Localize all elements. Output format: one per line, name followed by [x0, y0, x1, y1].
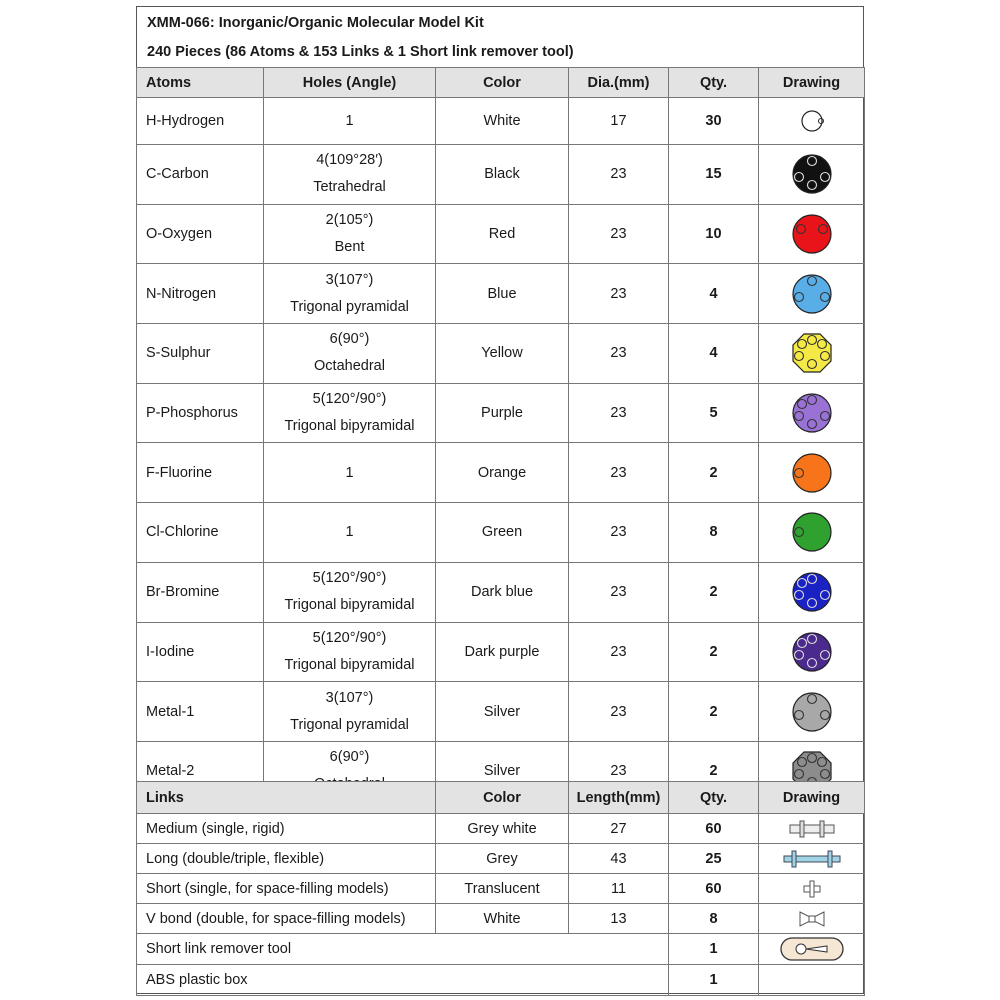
- atom-drawing: [759, 204, 865, 264]
- atom-qty: 4: [669, 324, 759, 384]
- atom-diameter: 23: [569, 145, 669, 205]
- atom-qty: 5: [669, 383, 759, 443]
- atom-row: [137, 383, 865, 443]
- link-drawing: [759, 904, 865, 934]
- link-length: 43: [569, 844, 669, 874]
- sulphur-ball-icon: [789, 330, 835, 376]
- remover-tool-icon: [779, 935, 845, 963]
- atom-qty: 2: [669, 741, 759, 801]
- phosphorus-ball-icon: [789, 390, 835, 436]
- short-link-icon: [799, 879, 825, 899]
- link-qty-col-header: Qty.: [669, 782, 759, 814]
- link-name: Long (double/triple, flexible): [137, 844, 436, 874]
- link-color-col-header: Color: [436, 782, 569, 814]
- atom-color: Silver: [436, 682, 569, 742]
- link-length: 27: [569, 814, 669, 844]
- atom-color: Yellow: [436, 324, 569, 384]
- atom-drawing: [759, 682, 865, 742]
- extra-name: ABS plastic box: [137, 965, 669, 996]
- atom-row: [137, 562, 865, 622]
- atom-color: Red: [436, 204, 569, 264]
- extra-row: [137, 934, 865, 965]
- fluorine-ball-icon: [789, 450, 835, 496]
- atom-diameter: 17: [569, 98, 669, 145]
- links-table: [136, 781, 865, 996]
- atom-diameter: 23: [569, 562, 669, 622]
- atom-diameter: 23: [569, 682, 669, 742]
- atom-holes-cell: [264, 562, 436, 622]
- atom-geometry: Trigonal pyramidal: [290, 716, 409, 733]
- iodine-ball-icon: [789, 629, 835, 675]
- length-col-header: Length(mm): [569, 782, 669, 814]
- atom-geometry: Trigonal pyramidal: [290, 298, 409, 315]
- atom-row: [137, 204, 865, 264]
- atom-color: Black: [436, 145, 569, 205]
- atom-holes: 4(109°28′): [316, 152, 383, 169]
- hydrogen-ball-icon: [789, 98, 835, 144]
- atom-drawing: [759, 503, 865, 563]
- atoms-col-header: Atoms: [137, 68, 264, 98]
- atom-name: H-Hydrogen: [137, 98, 264, 145]
- atom-qty: 2: [669, 682, 759, 742]
- medium-link-icon: [788, 818, 836, 840]
- atom-diameter: 23: [569, 503, 669, 563]
- kit-subtitle: 240 Pieces (86 Atoms & 153 Links & 1 Short link remover tool): [147, 44, 574, 60]
- link-color: White: [436, 904, 569, 934]
- atom-holes-cell: [264, 682, 436, 742]
- atom-drawing: [759, 443, 865, 503]
- atom-diameter: 23: [569, 204, 669, 264]
- atom-row: [137, 443, 865, 503]
- link-row: [137, 814, 865, 844]
- atom-holes: 3(107°): [325, 689, 374, 706]
- atom-diameter: 23: [569, 622, 669, 682]
- atom-holes-cell: [264, 383, 436, 443]
- holes-col-header: Holes (Angle): [264, 68, 436, 98]
- atom-holes-wrap: [264, 629, 435, 675]
- atom-name: F-Fluorine: [137, 443, 264, 503]
- link-drawing-col-header: Drawing: [759, 782, 865, 814]
- atom-geometry: Octahedral: [314, 358, 385, 375]
- link-drawing: [759, 844, 865, 874]
- atom-qty: 15: [669, 145, 759, 205]
- atom-drawing: [759, 324, 865, 384]
- atom-name: O-Oxygen: [137, 204, 264, 264]
- atom-name: Br-Bromine: [137, 562, 264, 622]
- link-qty: 60: [669, 814, 759, 844]
- extra-drawing: [759, 965, 865, 996]
- atom-holes-wrap: [264, 689, 435, 735]
- atom-color: Green: [436, 503, 569, 563]
- atom-diameter: 23: [569, 383, 669, 443]
- atom-row: [137, 324, 865, 384]
- atom-color: Orange: [436, 443, 569, 503]
- link-name: Medium (single, rigid): [137, 814, 436, 844]
- atom-color: White: [436, 98, 569, 145]
- atom-color: Dark blue: [436, 562, 569, 622]
- dia-col-header: Dia.(mm): [569, 68, 669, 98]
- extra-drawing: [759, 934, 865, 965]
- link-qty: 60: [669, 874, 759, 904]
- extra-name: Short link remover tool: [137, 934, 669, 965]
- atom-holes-cell: [264, 264, 436, 324]
- extra-row: [137, 965, 865, 996]
- atom-diameter: 23: [569, 443, 669, 503]
- atom-qty: 10: [669, 204, 759, 264]
- atom-row: [137, 264, 865, 324]
- link-color: Grey: [436, 844, 569, 874]
- atom-row: [137, 682, 865, 742]
- atom-geometry: Bent: [334, 239, 365, 256]
- atom-geometry: Trigonal bipyramidal: [284, 656, 415, 673]
- link-name: V bond (double, for space-filling models): [137, 904, 436, 934]
- extra-qty: 1: [669, 965, 759, 996]
- atom-diameter: 23: [569, 324, 669, 384]
- atom-holes: 5(120°/90°): [312, 391, 387, 408]
- link-length: 11: [569, 874, 669, 904]
- atom-holes: 1: [264, 503, 436, 563]
- atom-holes-cell: [264, 145, 436, 205]
- atom-row: [137, 503, 865, 563]
- link-row: [137, 904, 865, 934]
- atom-name: I-Iodine: [137, 622, 264, 682]
- atom-geometry: Tetrahedral: [313, 179, 386, 196]
- atom-holes: 5(120°/90°): [312, 570, 387, 587]
- atom-row: [137, 98, 865, 145]
- atom-color: Blue: [436, 264, 569, 324]
- link-row: [137, 874, 865, 904]
- link-drawing: [759, 814, 865, 844]
- atom-color: Silver: [436, 741, 569, 801]
- drawing-col-header: Drawing: [759, 68, 865, 98]
- link-drawing: [759, 874, 865, 904]
- atom-holes: 6(90°): [329, 331, 370, 348]
- atom-geometry: Trigonal bipyramidal: [284, 418, 415, 435]
- oxygen-ball-icon: [789, 211, 835, 257]
- atoms-table: [136, 67, 865, 802]
- spec-sheet: [136, 6, 864, 994]
- atom-row: [137, 145, 865, 205]
- atom-qty: 2: [669, 562, 759, 622]
- atom-holes: 1: [264, 443, 436, 503]
- v-bond-icon: [795, 908, 829, 930]
- link-color: Translucent: [436, 874, 569, 904]
- link-row: [137, 844, 865, 874]
- atom-color: Dark purple: [436, 622, 569, 682]
- atom-holes-wrap: [264, 211, 435, 257]
- link-qty: 8: [669, 904, 759, 934]
- atom-qty: 30: [669, 98, 759, 145]
- atom-qty: 8: [669, 503, 759, 563]
- atom-holes-wrap: [264, 569, 435, 615]
- atom-holes-cell: [264, 622, 436, 682]
- link-length: 13: [569, 904, 669, 934]
- atom-holes: 1: [264, 98, 436, 145]
- qty-col-header: Qty.: [669, 68, 759, 98]
- atom-holes-wrap: [264, 330, 435, 376]
- atom-holes: 2(105°): [325, 212, 374, 229]
- atom-geometry: Trigonal bipyramidal: [284, 597, 415, 614]
- atom-qty: 4: [669, 264, 759, 324]
- atom-name: S-Sulphur: [137, 324, 264, 384]
- atom-holes-wrap: [264, 271, 435, 317]
- atom-drawing: [759, 383, 865, 443]
- link-qty: 25: [669, 844, 759, 874]
- atom-drawing: [759, 98, 865, 145]
- kit-title: XMM-066: Inorganic/Organic Molecular Model Kit: [147, 15, 484, 31]
- extra-qty: 1: [669, 934, 759, 965]
- atom-name: Metal-1: [137, 682, 264, 742]
- atom-holes: 5(120°/90°): [312, 629, 387, 646]
- atom-drawing: [759, 622, 865, 682]
- atom-name: N-Nitrogen: [137, 264, 264, 324]
- atom-holes-cell: [264, 324, 436, 384]
- links-header-row: [137, 782, 865, 814]
- atom-name: Metal-2: [137, 741, 264, 801]
- bromine-ball-icon: [789, 569, 835, 615]
- atom-holes-wrap: [264, 390, 435, 436]
- atoms-header-row: [137, 68, 865, 98]
- carbon-ball-icon: [789, 151, 835, 197]
- link-color: Grey white: [436, 814, 569, 844]
- atom-holes: 6(90°): [329, 749, 370, 766]
- atom-drawing: [759, 264, 865, 324]
- atom-name: C-Carbon: [137, 145, 264, 205]
- color-col-header: Color: [436, 68, 569, 98]
- atom-diameter: 23: [569, 264, 669, 324]
- atom-name: Cl-Chlorine: [137, 503, 264, 563]
- metal1-ball-icon: [789, 689, 835, 735]
- atom-holes-wrap: [264, 151, 435, 197]
- chlorine-ball-icon: [789, 509, 835, 555]
- atom-holes-cell: [264, 204, 436, 264]
- link-name: Short (single, for space-filling models): [137, 874, 436, 904]
- atom-color: Purple: [436, 383, 569, 443]
- nitrogen-ball-icon: [789, 271, 835, 317]
- atom-drawing: [759, 562, 865, 622]
- long-link-icon: [782, 849, 842, 869]
- atom-qty: 2: [669, 443, 759, 503]
- links-col-header: Links: [137, 782, 436, 814]
- atom-holes: 3(107°): [325, 271, 374, 288]
- atom-qty: 2: [669, 622, 759, 682]
- atom-name: P-Phosphorus: [137, 383, 264, 443]
- atom-drawing: [759, 145, 865, 205]
- atom-diameter: 23: [569, 741, 669, 801]
- atom-row: [137, 622, 865, 682]
